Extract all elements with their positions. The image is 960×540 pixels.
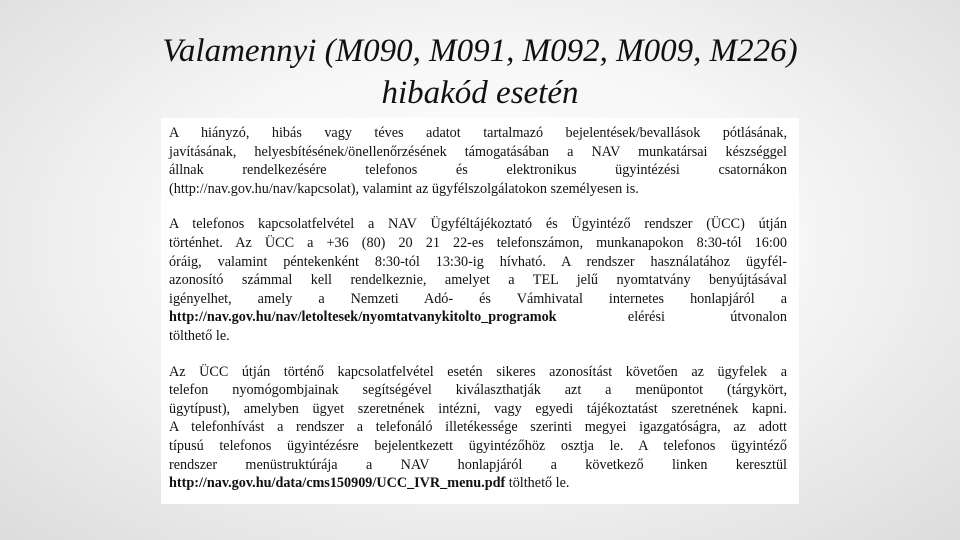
text-line: azonosító számmal kell rendelkeznie, amelyet a TEL jelű nyomtatvány benyújtásával — [169, 272, 787, 289]
text-line: javításának, helyesbítésének/önellenőrzésének támogatásában a NAV munkatársai készséggel — [169, 143, 787, 160]
url-suffix-text: tölthető le. — [508, 475, 570, 492]
text-line: (http://nav.gov.hu/nav/kapcsolat), valamint az ügyfélszolgálatokon személyesen is. — [169, 180, 639, 197]
text-line: állnak rendelkezésére telefonos és elektronikus ügyintézési csatornákon — [169, 162, 787, 179]
text-line: történhet. Az ÜCC a +36 (80) 20 21 22-es telefonszámon, munkanapokon 8:30-tól 16:00 — [169, 234, 787, 251]
text-line: ügytípust), amelyben ügyet szeretnének intézni, vagy egyedi tájékoztatást szeretnének kapni. — [169, 400, 787, 417]
text-line: rendszer menüstruktúrája a NAV honlapjáról a következő linken keresztül — [169, 456, 787, 473]
document-excerpt — [161, 118, 799, 504]
text-line: típusú telefonos ügyintézésre bejelentkezett ügyintézőhöz osztja le. A telefonos ügyintéző — [169, 437, 787, 454]
form-download-link[interactable]: http://nav.gov.hu/nav/letoltesek/nyomtatvanykitolto_programok — [169, 309, 557, 326]
text-line: telefon nyomógombjainak segítségével kiválaszthatják azt a menüpontot (tárgykört, — [169, 382, 787, 399]
slide-title — [0, 30, 960, 114]
ivr-menu-pdf-link[interactable]: http://nav.gov.hu/data/cms150909/UCC_IVR_menu.pdf — [169, 475, 506, 492]
text-line: óráig, valamint péntekenként 8:30-tól 13:30-ig hívható. A rendszer használatához ügyfél- — [169, 253, 787, 270]
text-line: Az ÜCC útján történő kapcsolatfelvétel esetén sikeres azonosítást követően az ügyfelek a — [169, 363, 787, 380]
paragraph-phone-contact — [169, 215, 787, 345]
slide-title-line-2: hibakód esetén — [381, 75, 579, 111]
text-line-with-url — [169, 308, 787, 327]
text-line: tölthető le. — [169, 327, 230, 344]
slide-title-line-1: Valamennyi (M090, M091, M092, M009, M226) — [162, 33, 798, 69]
text-line: A telefonhívást a rendszer a telefonáló illetékessége szerinti megyei igazgatóságra, az adott — [169, 419, 787, 436]
text-line: igényelhet, amely a Nemzeti Adó- és Vámhivatal internetes honlapjáról a — [169, 290, 787, 307]
text-line: A telefonos kapcsolatfelvétel a NAV Ügyféltájékoztató és Ügyintéző rendszer (ÜCC) útján — [169, 216, 787, 233]
text-line-with-url — [169, 474, 787, 493]
paragraph-help-channels — [169, 124, 787, 198]
url-suffix-text: elérési útvonalon — [627, 309, 787, 326]
paragraph-ucc-menu — [169, 363, 787, 493]
text-line: A hiányzó, hibás vagy téves adatot tartalmazó bejelentések/bevallások pótlásának, — [169, 125, 787, 141]
